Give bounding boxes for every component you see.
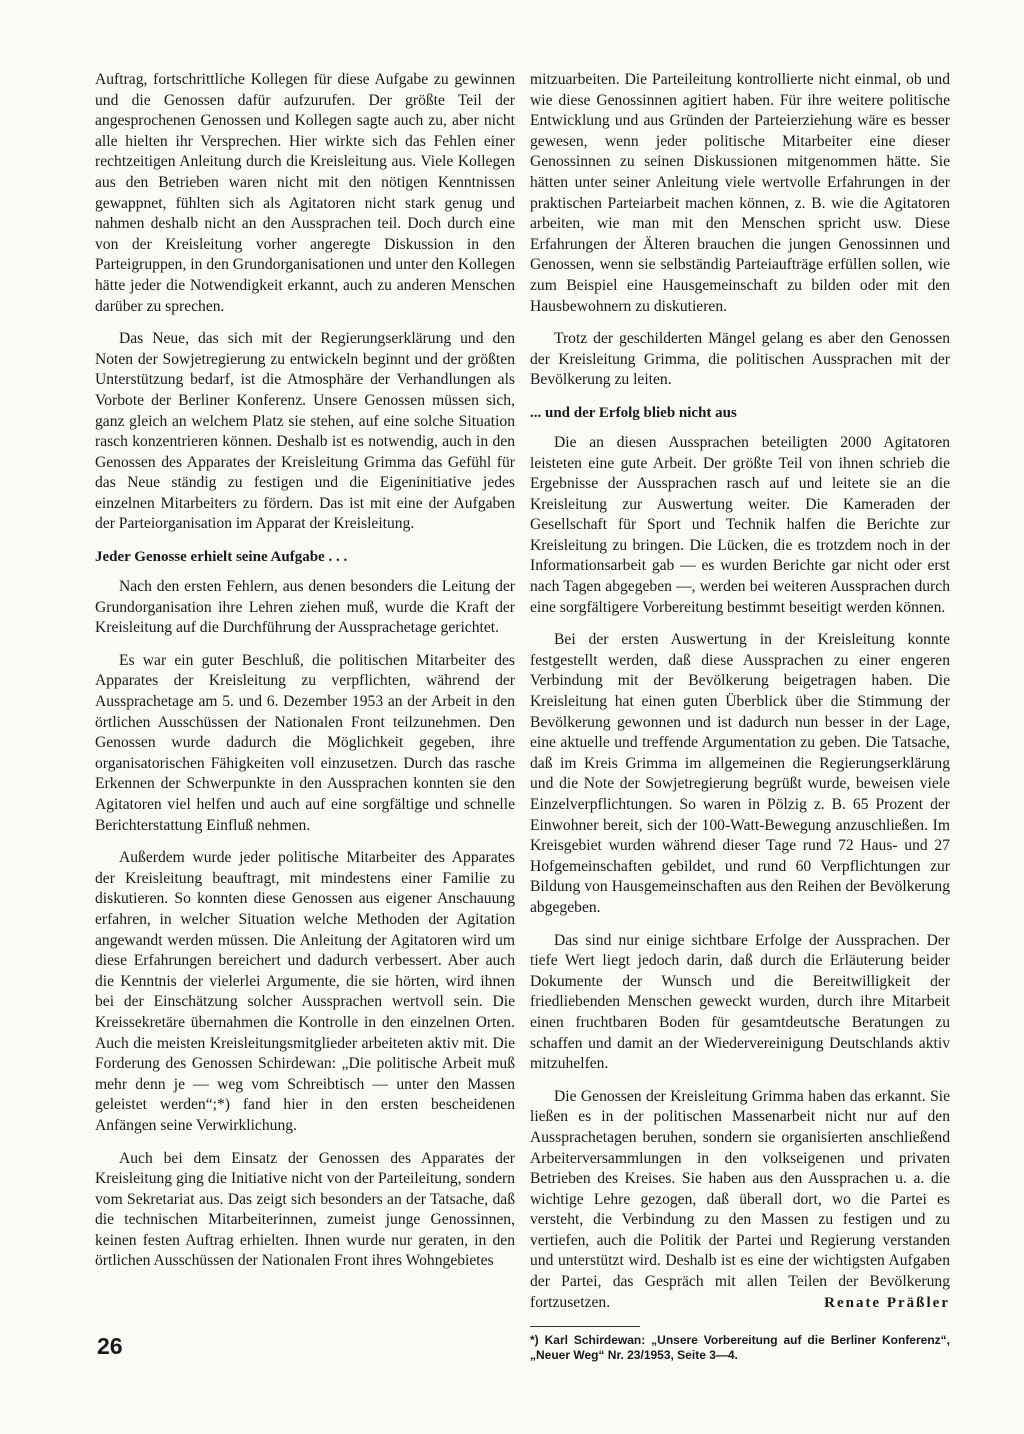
paragraph: Das Neue, das sich mit der Regierungserklärung und den Noten der Sowjetregierung zu entwickeln beginnt und der größten Unterstützung bedarf, ist die Atmosphäre der Verhandlungen als Vorbote der Berliner Konferenz. Unsere Genossen müssen sich, ganz gleich an welchem Platz sie stehen, auf eine solche Situation rasch konzentrieren können. Deshalb ist es notwendig, auch in den Genossen des Apparates der Kreisleitung Grimma das Gefühl für das Neue ständig zu festigen und die Eigeninitiative jedes einzelnen Mitarbeiters zu fördern. Das ist mit eine der Aufgaben der Parteiorganisation im Apparat der Kreisleitung. — [95, 330, 515, 533]
paragraph: Trotz der geschilderten Mängel gelang es aber den Genossen der Kreisleitung Grimma, die politischen Aussprachen mit der Bevölkerung zu leiten. — [530, 330, 950, 389]
paragraph: Außerdem wurde jeder politische Mitarbeiter des Apparates der Kreisleitung beauftragt, mit mindestens einer Familie zu diskutieren. So konnten diese Genossen aus eigener Anschauung erfahren, in welcher Situation welche Methoden der Agitation angewandt werden müssen. Die Anleitung der Agitatoren wird um diese Erfahrungen bereichert und dadurch verbessert. Aber auch die Kenntnis der vielerlei Argumente, die sie hörten, wird ihnen bei der Einschätzung solcher Aussprachen wertvoll sein. Die Kreissekretäre übernahmen die Kontrolle in den einzelnen Orten. Auch die meisten Kreisleitungsmitglieder arbeiteten aktiv mit. Die Forderung des Genossen Schirdewan: „Die politische Arbeit muß mehr denn je — weg vom Schreibtisch — unter den Massen geleistet werden“;*) fand hier in den ersten bescheidenen Anfängen seine Verwirklichung. — [95, 849, 515, 1134]
footnote-divider — [530, 1326, 640, 1327]
paragraph: Nach den ersten Fehlern, aus denen besonders die Leitung der Grundorganisation ihre Lehren ziehen muß, wurde die Kraft der Kreisleitung auf die Durchführung der Aussprachetage gerichtet. — [95, 578, 515, 637]
left-column — [95, 70, 515, 1284]
paragraph: Es war ein guter Beschluß, die politischen Mitarbeiter des Apparates der Kreisleitung zu verpflichten, während der Aussprachetage am 5. und 6. Dezember 1953 an der Arbeit in den örtlichen Ausschüssen der Nationalen Front teilzunehmen. Den Genossen wurde dadurch die Möglichkeit gegeben, ihre organisatorischen Fähigkeiten voll einzusetzen. Durch das rasche Erkennen der Schwerpunkte in den Aussprachen konnten sie den Agitatoren viel helfen und auch auf eine sorgfältige und schnelle Berichterstattung Einfluß nehmen. — [95, 651, 515, 834]
paragraph: mitzuarbeiten. Die Parteileitung kontrollierte nicht einmal, ob und wie diese Genossinnen agitiert haben. Für ihre weitere politische Entwicklung und aus Gründen der Parteierziehung wäre es besser gewesen, wenn jeder politische Mitarbeiter eine dieser Genossinnen zu seinen Diskussionen mitgenommen hätte. Sie hätten unter seiner Anleitung viele wertvolle Erfahrungen in der praktischen Parteiarbeit machen können, z. B. wie die Agitatoren arbeiten, wie man mit den Menschen spricht usw. Diese Erfahrungen der Älteren brauchen die jungen Genossinnen und Genossen, wenn sie selbständig Parteiaufträge erfüllen sollen, wie zum Beispiel eine Hausgemeinschaft zu bilden oder mit den Hausbewohnern zu diskutieren. — [530, 71, 950, 315]
footnote: *) Karl Schirdewan: „Unsere Vorbereitung auf die Berliner Konferenz“, „Neuer Weg“ Nr. 23/1953, Seite 3—4. — [530, 1333, 950, 1363]
paragraph: Die an diesen Aussprachen beteiligten 2000 Agitatoren leisteten eine gute Arbeit. Der größte Teil von ihnen schrieb die Ergebnisse der Aussprachen rasch auf und leitete sie an die Kreisleitung zur Auswertung weiter. Die Kameraden der Gesellschaft für Sport und Technik halfen die Berichte zur Kreisleitung zu bringen. Die Lücken, die es trotzdem noch in der Informationsarbeit gab — es wurden Berichte gar nicht oder erst nach Tagen abgegeben —, werden bei weiteren Aussprachen durch eine sorgfältigere Vorbereitung bestimmt beseitigt werden können. — [530, 433, 950, 616]
paragraph: Auch bei dem Einsatz der Genossen des Apparates der Kreisleitung ging die Initiative nicht von der Parteileitung, sondern vom Sekretariat aus. Das zeigt sich besonders an der Tatsache, daß die technischen Mitarbeiterinnen, zumeist junge Genossinnen, keinen festen Auftrag erhielten. Ihnen wurde nur geraten, in den örtlichen Ausschüssen der Nationalen Front ihres Wohngebietes — [95, 1149, 515, 1270]
author-signature: Renate Präßler — [824, 1295, 950, 1312]
section-heading: Jeder Genosse erhielt seine Aufgabe . . . — [95, 549, 348, 566]
paragraph: Bei der ersten Auswertung in der Kreisleitung konnte festgestellt werden, daß diese Aussprachen zu einer engeren Verbindung mit der Bevölkerung beigetragen haben. Die Kreisleitung hat einen guten Überblick über die Stimmung der Bevölkerung gewonnen und ist dadurch nun besser in der Lage, eine aktuelle und treffende Argumentation zu geben. Die Tatsache, daß im Kreis Grimma im allgemeinen die Regierungserklärung und die Note der Sowjetregierung begrüßt wurde, beweisen viele Einzelverpflichtungen. So waren in Pölzig z. B. 65 Prozent der Einwohner bereit, sich der 100-Watt-Bewegung anzuschließen. Im Kreisgebiet wurden während dieser Tage rund 72 Haus- und 27 Hofgemeinschaften gebildet, und rund 60 Verpflichtungen zur Bildung von Hausgemeinschaften aus den Reihen der Bevölkerung abgegeben. — [530, 631, 950, 916]
paragraph: Die Genossen der Kreisleitung Grimma haben das erkannt. Sie ließen es in der politischen Massenarbeit nicht nur auf den Aussprachetagen beruhen, sondern sie organisierten anschließend Arbeiterversammlungen in den volkseigenen und privaten Betrieben des Kreises. Sie haben aus den Aussprachen u. a. die wichtige Lehre gezogen, daß überall dort, wo die Partei es versteht, die Verbindung zu den Massen zu festigen und zu vertiefen, auch die Politik der Partei und Regierung verstanden und unterstützt wird. Deshalb ist es eine der wichtigsten Aufgaben der Partei, das Gespräch mit allen Teilen der Bevölkerung fortzusetzen. — [530, 1087, 950, 1311]
page-number: 26 — [97, 1333, 123, 1359]
right-column — [530, 70, 950, 1363]
section-heading: ... und der Erfolg blieb nicht aus — [530, 404, 737, 421]
paragraph: Auftrag, fortschrittliche Kollegen für diese Aufgabe zu gewinnen und die Genossen dafür aufzurufen. Der größte Teil der angesprochenen Genossen und Kollegen sagte auch zu, aber nicht alle hielten ihr Versprechen. Hier wirkte sich das Fehlen einer rechtzeitigen Anleitung durch die Kreisleitung aus. Viele Kollegen aus den Betrieben waren nicht mit den nötigen Kenntnissen gewappnet, fühlten sich als Agitatoren nicht stark genug und nahmen deshalb nicht an den Aussprachen teil. Doch durch eine von der Kreisleitung vorher angeregte Diskussion in den Parteigruppen, in den Grundorganisationen und unter den Kollegen hätte jeder die Notwendigkeit erkannt, auch zu anderen Menschen darüber zu sprechen. — [95, 71, 515, 315]
paragraph: Das sind nur einige sichtbare Erfolge der Aussprachen. Der tiefe Wert liegt jedoch darin, daß durch die Erläuterung beider Dokumente der Wunsch und die Bereitwilligkeit der friedliebenden Menschen geweckt wurden, durch ihre Mitarbeit einen fruchtbaren Boden für gesamtdeutsche Beratungen zu schaffen und damit an der Wiedervereinigung Deutschlands aktiv mitzuhelfen. — [530, 931, 950, 1073]
